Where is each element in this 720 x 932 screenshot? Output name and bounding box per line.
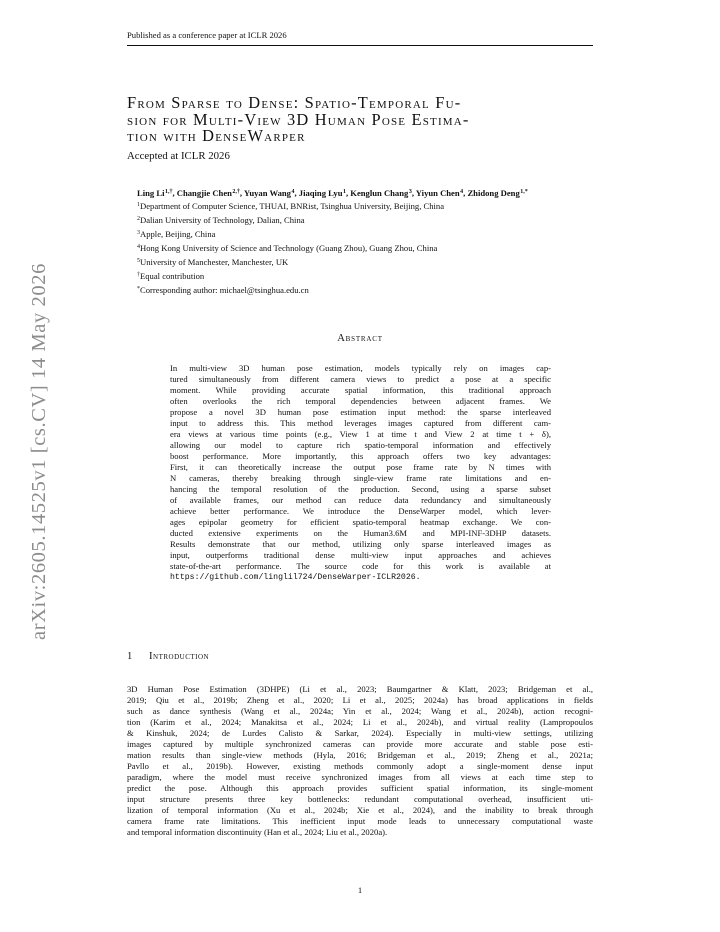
paper-title	[127, 95, 607, 145]
body-line: & Kinshuk, 2024; de Lurdes Calisto & Sarkar, 2024). Especially in multi-view settings, utilizing	[127, 728, 593, 738]
author-mark: 1,*	[520, 189, 528, 195]
abstract-line: Results demonstrate that our method, utilizing only sparse interleaved images as	[170, 539, 551, 549]
section-number: 1	[127, 651, 133, 662]
abstract-line: moment. While providing accurate spatial information, this traditional approach	[170, 385, 551, 395]
abstract-line: boost performance. More importantly, this approach offers two key advantages:	[170, 451, 551, 461]
abstract-line: tured simultaneously from different camera views to predict a pose at a specific	[170, 374, 551, 384]
affiliation	[137, 271, 204, 281]
author-name: Zhidong Deng	[467, 188, 520, 198]
body-line: lization of temporal information (Xu et al., 2024b; Xie et al., 2024), and the inability to break through	[127, 805, 593, 815]
author-name: Changjie Chen	[176, 188, 232, 198]
abstract-line: of available frames, our method can reduce data redundancy and simultaneously	[170, 495, 551, 505]
abstract-line: achieve better performance. We introduce the DenseWarper model, which lever-	[170, 506, 551, 516]
abstract-line: In multi-view 3D human pose estimation, models typically rely on images cap-	[170, 363, 551, 373]
author-name: Yuyan Wang	[243, 188, 291, 198]
title-line: sion for Multi-View 3D Human Pose Estima-	[127, 109, 470, 129]
body-line: camera frame rate limitations. This inefficient input mode leads to unnecessary computational waste	[127, 816, 593, 826]
affiliation-mark: 5	[137, 258, 140, 264]
abstract-line: ages epipolar geometry for efficient spatio-temporal heatmap exchange. We con-	[170, 517, 551, 527]
author-name: Yiyun Chen	[415, 188, 460, 198]
abstract-line: ducted extensive experiments on the Human3.6M and MPI-INF-3DHP datasets.	[170, 528, 551, 538]
code-link[interactable]: https://github.com/linglil724/DenseWarper-ICLR2026.	[170, 573, 421, 582]
affiliation-mark: 2	[137, 216, 140, 222]
affiliation-mark: *	[137, 286, 140, 292]
abstract-line: state-of-the-art performance. The source code for this work is available at	[170, 561, 551, 571]
abstract-line: allowing our model to capture rich spatio-temporal information and effectively	[170, 440, 551, 450]
running-header: Published as a conference paper at ICLR 2026	[127, 30, 593, 46]
affiliation-text: Department of Computer Science, THUAI, BNRist, Tsinghua University, Beijing, China	[140, 201, 445, 211]
affiliation-mark: †	[137, 272, 140, 278]
affiliation-text: Dalian University of Technology, Dalian, China	[140, 215, 305, 225]
body-line: and temporal information discontinuity (Han et al., 2024; Liu et al., 2020a).	[127, 827, 388, 837]
abstract-heading: Abstract	[337, 333, 383, 344]
section-heading	[127, 651, 209, 662]
affiliation-mark: 3	[137, 230, 140, 236]
author-name: Kenglun Chang	[350, 188, 409, 198]
abstract-line: input, outperforms traditional dense multi-view input approaches and achieves	[170, 550, 551, 560]
body-line: 3D Human Pose Estimation (3DHPE) (Li et al., 2023; Baumgartner & Klatt, 2023; Bridgeman et al.,	[127, 684, 593, 694]
affiliation-text: University of Manchester, Manchester, UK	[140, 257, 289, 267]
author-list: Ling $Li^{1,\dagger}$, Changjie Chen$^{2,\dagger}$, Yuyan Wang$^4$, Jiaqing Lyu$^1$, Kenglun Chang$^3$, Yiyun Chen$^4$, Zhidong Deng$^{1,*}$	[137, 188, 528, 198]
author-mark: 2,†	[232, 189, 240, 195]
author-mark: 4	[460, 189, 464, 195]
author-mark: 3	[408, 189, 412, 195]
affiliation	[137, 215, 305, 225]
author-name: Jiaqing Lyu	[298, 188, 343, 198]
page-number: 1	[357, 885, 363, 895]
body-line: predict the pose. Although this approach provides sufficient spatial information, its single-moment	[127, 783, 593, 793]
affiliation	[137, 257, 288, 267]
affiliation	[137, 201, 444, 211]
affiliation	[137, 229, 215, 239]
acceptance-note: Accepted at ICLR 2026	[127, 150, 230, 162]
affiliation-text: Apple, Beijing, China	[140, 229, 216, 239]
body-line: mation results than single-view methods (Hyla, 2016; Bridgeman et al., 2019; Zheng et al., 2021a;	[127, 750, 593, 760]
abstract-line: N cameras, thereby breaking through single-view frame rate limitations and en-	[170, 473, 551, 483]
affiliation-text: Corresponding author: michael@tsinghua.edu.cn	[140, 285, 309, 295]
abstract-line: era views at various time points (e.g., View 1 at time t and View 2 at time t + δ),	[170, 429, 551, 439]
affiliation	[137, 243, 437, 253]
affiliation	[137, 285, 309, 295]
abstract-line: input to address this. This method leverages images captured from different cam-	[170, 418, 551, 428]
body-line: such as dance synthesis (Wang et al., 2024a; Yin et al., 2024; Wang et al., 2024b), action recogni-	[127, 706, 593, 716]
author-name: Ling Li	[137, 188, 165, 198]
author-mark: 1	[342, 189, 346, 195]
section-title: Introduction	[149, 651, 210, 662]
affiliation-text: Hong Kong University of Science and Technology (Guang Zhou), Guang Zhou, China	[140, 243, 438, 253]
abstract-line: First, it can theoretically increase the output pose frame rate by N times with	[170, 462, 551, 472]
affiliation-mark: 4	[137, 244, 140, 250]
author-mark: 1,†	[164, 189, 173, 195]
body-line: images captured by multiple synchronized cameras can provide more accurate and stable pose esti-	[127, 739, 593, 749]
body-line: paradigm, where the model must receive synchronized images from all views at each time step to	[127, 772, 593, 782]
title-line: From Sparse to Dense: Spatio-Temporal Fu-	[127, 93, 462, 112]
author-mark: 4	[291, 189, 295, 195]
body-line: tion (Karim et al., 2024; Manakitsa et al., 2024; Li et al., 2024b), and virtual reality (Lampropoulos	[127, 717, 593, 727]
body-line: 2019; Qiu et al., 2019b; Zheng et al., 2020; Li et al., 2025; 2024a) has broad applications in fields	[127, 695, 593, 705]
abstract-line: hancing the temporal resolution of the production. Second, using a sparse subset	[170, 484, 551, 494]
title-line: tion with DenseWarper	[127, 126, 306, 145]
affiliation-mark: 1	[137, 202, 140, 208]
abstract-line: propose a novel 3D human pose estimation input method: the sparse interleaved	[170, 407, 551, 417]
arxiv-identifier: arXiv:2605.14525v1 [cs.CV] 14 May 2026	[28, 263, 50, 640]
body-line: Pavllo et al., 2019b). However, existing methods commonly adopt a single-moment dense input	[127, 761, 593, 771]
body-line: input structure presents three key bottlenecks: redundant computational overhead, insufficient uti-	[127, 794, 593, 804]
affiliation-text: Equal contribution	[140, 271, 205, 281]
abstract-line: often overlooks the rich temporal dependencies between adjacent frames. We	[170, 396, 551, 406]
